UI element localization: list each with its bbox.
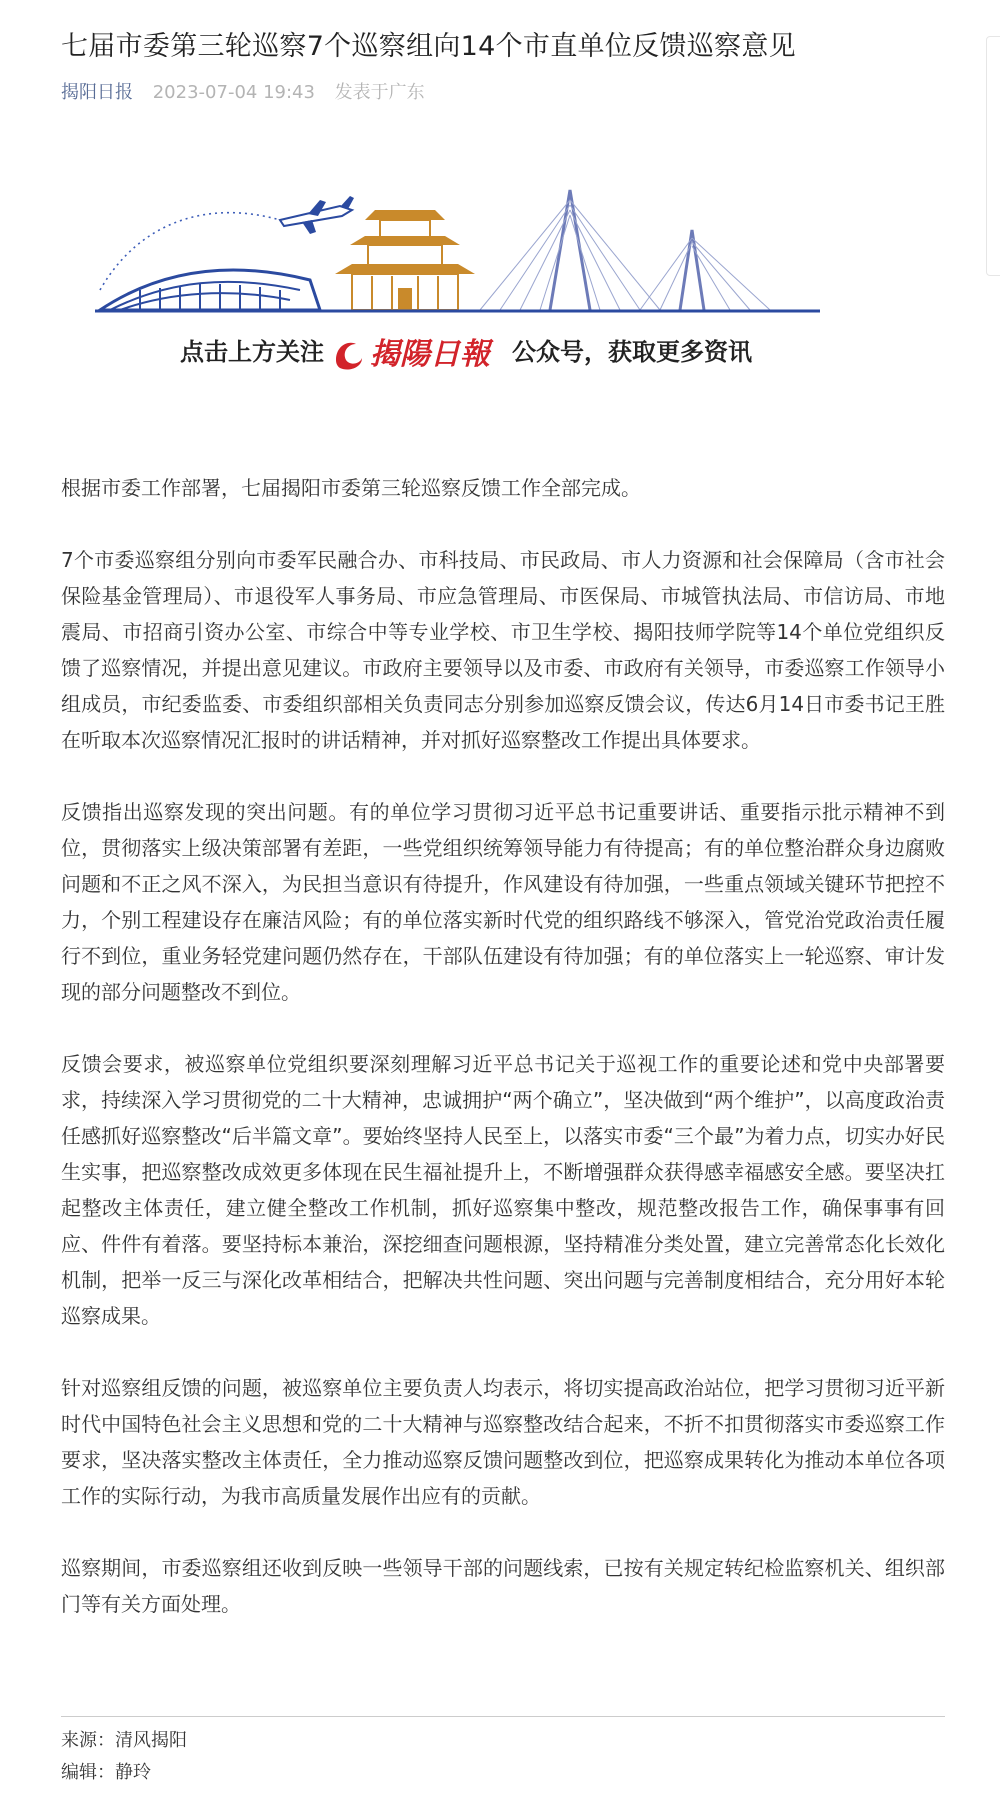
- paragraph: 根据市委工作部署，七届揭阳市委第三轮巡察反馈工作全部完成。: [61, 476, 641, 500]
- brand-flame-icon: [336, 343, 362, 370]
- paragraph: 反馈指出巡察发现的突出问题。有的单位学习贯彻习近平总书记重要讲话、重要指示批示精神不到位，贯彻落实上级决策部署有差距，一些党组织统筹领导能力有待提高；有的单位整治群众身边腐败问题和不正之风不深入，为民担当意识有待提升，作风建设有待加强，一些重点领域关键环节把控不力，个别工程建设存在廉洁风险；有的单位落实新时代党的组织路线不够深入，管党治党政治责任履行不到位，重业务轻党建问题仍然存在，干部队伍建设有待加强；有的单位落实上一轮巡察、审计发现的部分问题整改不到位。: [61, 800, 945, 1004]
- paragraph: 针对巡察组反馈的问题，被巡察单位主要负责人均表示，将切实提高政治站位，把学习贯彻习近平新时代中国特色社会主义思想和党的二十大精神与巡察整改结合起来，不折不扣贯彻落实市委巡察工作要求，坚决落实整改主体责任，全力推动巡察反馈问题整改到位，把巡察成果转化为推动本单位各项工作的实际行动，为我市高质量发展作出应有的贡献。: [61, 1376, 945, 1508]
- paragraph: 反馈会要求，被巡察单位党组织要深刻理解习近平总书记关于巡视工作的重要论述和党中央部署要求，持续深入学习贯彻党的二十大精神，忠诚拥护“两个确立”，坚决做到“两个维护”，以高度政治责任感抓好巡察整改“后半篇文章”。要始终坚持人民至上，以落实市委“三个最”为着力点，切实办好民生实事，把巡察整改成效更多体现在民生福祉提升上，不断增强群众获得感幸福感安全感。要坚决扛起整改主体责任，建立健全整改工作机制，抓好巡察集中整改，规范整改报告工作，确保事事有回应、件件有着落。要坚持标本兼治，深挖细查问题根源，坚持精准分类处置，建立完善常态化长效化机制，把举一反三与深化改革相结合，把解决共性问题、突出问题与完善制度相结合，充分用好本轮巡察成果。: [61, 1052, 945, 1328]
- publish-location: 发表于广东: [334, 82, 425, 103]
- pavilion-tower: [335, 210, 475, 310]
- banner-prefix-text: 点击上方关注: [180, 337, 324, 366]
- terminal-building: [100, 270, 320, 310]
- paragraph: 巡察期间，市委巡察组还收到反映一些领导干部的问题线索，已按有关规定转纪检监察机关、组织部门等有关方面处理。: [61, 1556, 945, 1616]
- editor-credit: 编辑：静玲: [61, 1762, 151, 1783]
- account-name-link[interactable]: 揭阳日报: [61, 82, 133, 103]
- source-credit: 来源：清风揭阳: [61, 1730, 187, 1751]
- article-title: 七届市委第三轮巡察7个巡察组向14个市直单位反馈巡察意见: [61, 31, 796, 62]
- plane-icon: [280, 196, 354, 234]
- banner-brand-text: 揭陽日報: [370, 337, 490, 372]
- follow-banner-image[interactable]: [80, 160, 920, 440]
- article-credits: [61, 1716, 945, 1789]
- flight-path: [100, 213, 280, 290]
- publish-date: 2023-07-04 19:43: [152, 82, 315, 103]
- article-header: [61, 0, 945, 106]
- bridge: [480, 190, 770, 310]
- side-float-panel[interactable]: [986, 36, 1000, 276]
- banner-suffix-text: 公众号，获取更多资讯: [512, 337, 752, 366]
- paragraph: 7个市委巡察组分别向市委军民融合办、市科技局、市民政局、市人力资源和社会保障局（含市社会保险基金管理局）、市退役军人事务局、市应急管理局、市医保局、市城管执法局、市信访局、市地震局、市招商引资办公室、市综合中等专业学校、市卫生学校、揭阳技师学院等14个单位党组织反馈了巡察情况，并提出意见建议。市政府主要领导以及市委、市政府有关领导，市委巡察工作领导小组成员，市纪委监委、市委组织部相关负责同志分别参加巡察反馈会议，传达6月14日市委书记王胜在听取本次巡察情况汇报时的讲话精神，并对抓好巡察整改工作提出具体要求。: [61, 548, 945, 752]
- article-body: [61, 470, 945, 1658]
- article-meta: [61, 80, 945, 106]
